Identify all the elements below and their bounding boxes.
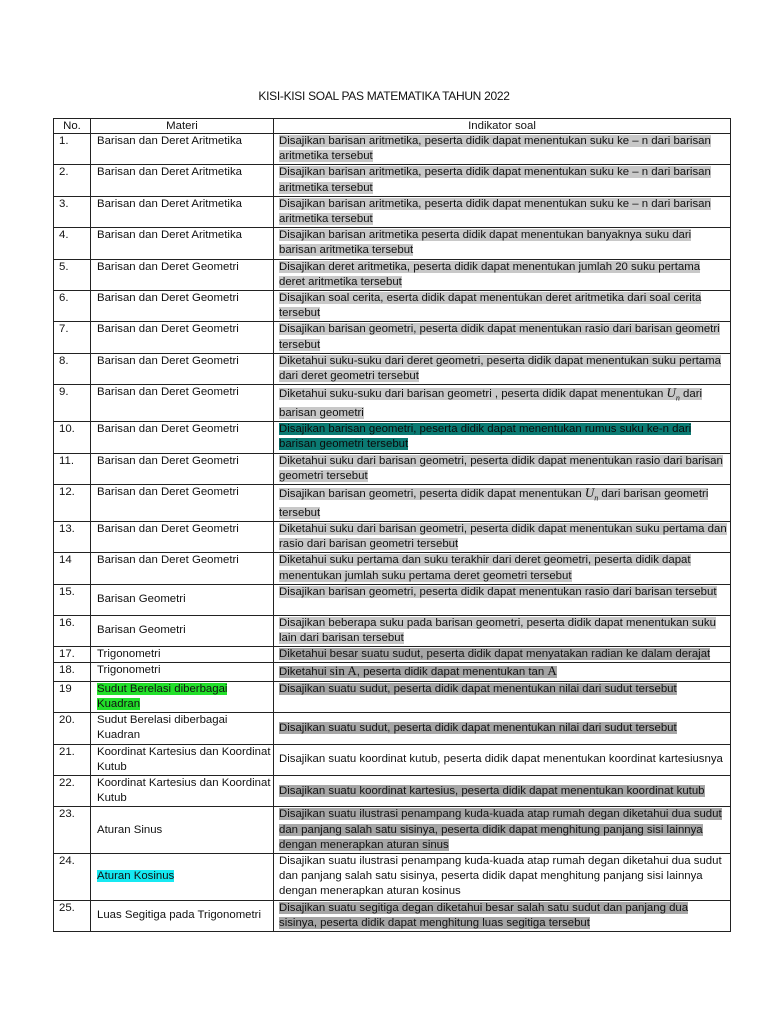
row-no: 17. <box>54 647 91 663</box>
indikator-text <box>279 485 709 519</box>
row-materi <box>91 681 274 712</box>
row-indikator <box>274 681 731 712</box>
row-indikator <box>274 775 731 806</box>
math-u: U <box>584 485 595 501</box>
math-u-n <box>666 385 680 403</box>
materi-highlight: Aturan Kosinus <box>97 870 175 883</box>
row-materi: Trigonometri <box>91 663 274 681</box>
indikator-text: Disajikan suatu sudut, peserta didik dapat menentukan nilai dari sudut tersebut <box>279 721 677 734</box>
row-indikator <box>274 422 731 453</box>
row-no: 3. <box>54 196 91 227</box>
table-row <box>54 228 731 259</box>
row-no: 6. <box>54 291 91 322</box>
row-indikator <box>274 522 731 553</box>
row-indikator <box>274 663 731 681</box>
row-materi: Barisan dan Deret Geometri <box>91 353 274 384</box>
row-no: 13. <box>54 522 91 553</box>
header-materi: Materi <box>91 119 274 134</box>
header-no: No. <box>54 119 91 134</box>
row-materi: Barisan dan Deret Geometri <box>91 553 274 584</box>
row-materi: Aturan Sinus <box>91 807 274 854</box>
row-no: 9. <box>54 385 91 422</box>
indikator-text-b: dari barisan geometri <box>279 388 703 420</box>
row-indikator <box>274 485 731 522</box>
row-no: 8. <box>54 353 91 384</box>
row-indikator <box>274 134 731 165</box>
row-materi: Barisan dan Deret Aritmetika <box>91 196 274 227</box>
row-materi: Sudut Berelasi diberbagai Kuadran <box>91 713 274 744</box>
row-indikator <box>274 900 731 931</box>
row-indikator <box>274 807 731 854</box>
row-materi: Barisan dan Deret Aritmetika <box>91 134 274 165</box>
indikator-text: Diketahui suku dari barisan geometri, peserta didik dapat menentukan rasio dari barisan geometri tersebut <box>279 454 723 482</box>
indikator-text: Diketahui suku dari barisan geometri, peserta didik dapat menentukan suku pertama dan rasio dari barisan geometri tersebut <box>279 523 727 551</box>
table-row <box>54 259 731 290</box>
row-indikator <box>274 853 731 900</box>
table-row <box>54 647 731 663</box>
indikator-text: Disajikan barisan geometri, peserta didik dapat menentukan rasio dari barisan geometri tersebut <box>279 323 720 351</box>
table-row <box>54 522 731 553</box>
row-no: 4. <box>54 228 91 259</box>
materi-highlight: Sudut Berelasi diberbagai Kuadran <box>97 682 228 710</box>
row-materi: Luas Segitiga pada Trigonometri <box>91 900 274 931</box>
row-materi: Barisan dan Deret Geometri <box>91 291 274 322</box>
row-materi: Barisan dan Deret Geometri <box>91 485 274 522</box>
table-row <box>54 196 731 227</box>
table-row <box>54 322 731 353</box>
indikator-text: Disajikan barisan aritmetika, peserta didik dapat menentukan suku ke – n dari barisan aritmetika tersebut <box>279 135 711 163</box>
indikator-text: Disajikan barisan geometri, peserta didik dapat menentukan rumus suku ke-n dari barisan geometri tersebut <box>279 423 692 451</box>
indikator-text: Disajikan suatu segitiga degan diketahui besar salah satu sudut dan panjang dua sisinya, peserta didik dapat menghitung luas segitiga tersebut <box>279 901 689 929</box>
indikator-text: Disajikan suatu sudut, peserta didik dapat menentukan nilai dari sudut tersebut <box>279 682 677 695</box>
row-indikator <box>274 553 731 584</box>
table-row <box>54 744 731 775</box>
table-row <box>54 681 731 712</box>
row-materi: Barisan dan Deret Geometri <box>91 322 274 353</box>
indikator-text: Disajikan suatu koordinat kartesius, peserta didik dapat menentukan koordinat kutub <box>279 784 705 797</box>
row-indikator <box>274 353 731 384</box>
indikator-text-b: , peserta didik dapat menentukan tan <box>356 666 548 679</box>
row-no: 2. <box>54 165 91 196</box>
indikator-text-a: Diketahui suku-suku dari barisan geometri , peserta didik dapat menentukan <box>279 388 667 401</box>
math-sin-a: sin A <box>329 663 357 679</box>
table-row <box>54 713 731 744</box>
row-no: 20. <box>54 713 91 744</box>
row-no: 25. <box>54 900 91 931</box>
table-row <box>54 291 731 322</box>
row-materi: Barisan dan Deret Geometri <box>91 453 274 484</box>
row-no: 15. <box>54 584 91 615</box>
math-a: A <box>547 663 557 679</box>
table-row <box>54 422 731 453</box>
row-no: 7. <box>54 322 91 353</box>
indikator-text-a: Disajikan barisan geometri, peserta didik dapat menentukan <box>279 488 585 501</box>
row-no: 22. <box>54 775 91 806</box>
table-row <box>54 134 731 165</box>
row-no: 5. <box>54 259 91 290</box>
table-row <box>54 584 731 615</box>
table-row <box>54 663 731 681</box>
row-no: 1. <box>54 134 91 165</box>
table-row <box>54 775 731 806</box>
row-indikator <box>274 228 731 259</box>
row-materi: Barisan dan Deret Geometri <box>91 522 274 553</box>
row-materi: Trigonometri <box>91 647 274 663</box>
row-indikator <box>274 385 731 422</box>
row-no: 19 <box>54 681 91 712</box>
table-row <box>54 615 731 646</box>
indikator-text: Disajikan beberapa suku pada barisan geometri, peserta didik dapat menentukan suku lain dari barisan tersebut <box>279 616 716 645</box>
table-row <box>54 807 731 854</box>
row-no: 18. <box>54 663 91 681</box>
table-row <box>54 165 731 196</box>
table-row <box>54 385 731 422</box>
row-no: 23. <box>54 807 91 854</box>
row-materi: Barisan dan Deret Geometri <box>91 385 274 422</box>
row-materi: Barisan Geometri <box>91 615 274 646</box>
indikator-text: Disajikan suatu ilustrasi penampang kuda-kuada atap rumah degan diketahui dua sudut dan panjang salah satu sisinya, peserta didik dapat menghitung panjang sisi lainnya dengan menerapkan aturan kosinus <box>279 854 722 898</box>
indikator-text: Disajikan soal cerita, eserta didik dapat menentukan deret aritmetika dari soal cerita tersebut <box>279 292 702 320</box>
kisi-kisi-table <box>53 118 731 932</box>
table-row <box>54 353 731 384</box>
row-indikator <box>274 259 731 290</box>
row-no: 16. <box>54 615 91 646</box>
indikator-text: Disajikan barisan geometri, peserta didik dapat menentukan rasio dari barisan tersebut <box>279 585 717 598</box>
table-row <box>54 900 731 931</box>
row-indikator <box>274 647 731 663</box>
row-no: 14 <box>54 553 91 584</box>
row-no: 12. <box>54 485 91 522</box>
row-indikator <box>274 196 731 227</box>
row-materi: Barisan Geometri <box>91 584 274 615</box>
table-row <box>54 553 731 584</box>
row-materi: Koordinat Kartesius dan Koordinat Kutub <box>91 775 274 806</box>
math-u-n <box>584 485 599 503</box>
indikator-text-a: Diketahui <box>279 666 330 679</box>
row-materi <box>91 853 274 900</box>
table-row <box>54 453 731 484</box>
row-indikator <box>274 584 731 615</box>
table-row <box>54 485 731 522</box>
indikator-text: Diketahui besar suatu sudut, peserta didik dapat menyatakan radian ke dalam derajat <box>279 648 711 661</box>
row-no: 10. <box>54 422 91 453</box>
indikator-text: Diketahui suku-suku dari deret geometri, peserta didik dapat menentukan suku pertama dari deret geometri tersebut <box>279 354 721 383</box>
row-indikator <box>274 453 731 484</box>
indikator-text: Disajikan deret aritmetika, peserta didik dapat menentukan jumlah 20 suku pertama deret aritmetika tersebut <box>279 260 701 288</box>
row-no: 24. <box>54 853 91 900</box>
row-materi: Barisan dan Deret Aritmetika <box>91 165 274 196</box>
indikator-text <box>279 663 557 679</box>
indikator-text: Disajikan barisan aritmetika peserta didik dapat menentukan banyaknya suku dari barisan aritmetika tersebut <box>279 229 692 257</box>
table-header-row <box>54 119 731 134</box>
indikator-text: Disajikan barisan aritmetika, peserta didik dapat menentukan suku ke – n dari barisan aritmetika tersebut <box>279 197 711 226</box>
indikator-text: Disajikan suatu ilustrasi penampang kuda-kuada atap rumah degan diketahui dua sudut dan panjang salah satu sisinya, peserta didik dapat menghitung panjang sisi lainnya dengan menerapkan aturan sinus <box>279 808 722 851</box>
row-materi: Barisan dan Deret Geometri <box>91 422 274 453</box>
row-indikator <box>274 615 731 646</box>
row-indikator <box>274 744 731 775</box>
indikator-text-b: dari barisan geometri tersebut <box>279 488 709 519</box>
indikator-text: Disajikan barisan aritmetika, peserta didik dapat menentukan suku ke – n dari barisan aritmetika tersebut <box>279 166 711 194</box>
indikator-text: Disajikan suatu koordinat kutub, peserta didik dapat menentukan koordinat kartesiusnya <box>279 753 723 766</box>
row-indikator <box>274 291 731 322</box>
indikator-text <box>279 385 703 420</box>
row-indikator <box>274 165 731 196</box>
row-no: 11. <box>54 453 91 484</box>
table-row <box>54 853 731 900</box>
row-indikator <box>274 713 731 744</box>
math-n: n <box>594 493 599 503</box>
indikator-text: Diketahui suku pertama dan suku terakhir dari deret geometri, peserta didik dapat menentukan jumlah suku pertama deret geometri tersebut <box>279 554 691 582</box>
math-u: U <box>666 385 676 401</box>
row-no: 21. <box>54 744 91 775</box>
header-indikator: Indikator soal <box>274 119 731 134</box>
row-materi: Barisan dan Deret Geometri <box>91 259 274 290</box>
row-materi: Koordinat Kartesius dan Koordinat Kutub <box>91 744 274 775</box>
document-title: KISI-KISI SOAL PAS MATEMATIKA TAHUN 2022 <box>258 89 510 103</box>
math-n: n <box>675 393 680 403</box>
row-indikator <box>274 322 731 353</box>
row-materi: Barisan dan Deret Aritmetika <box>91 228 274 259</box>
